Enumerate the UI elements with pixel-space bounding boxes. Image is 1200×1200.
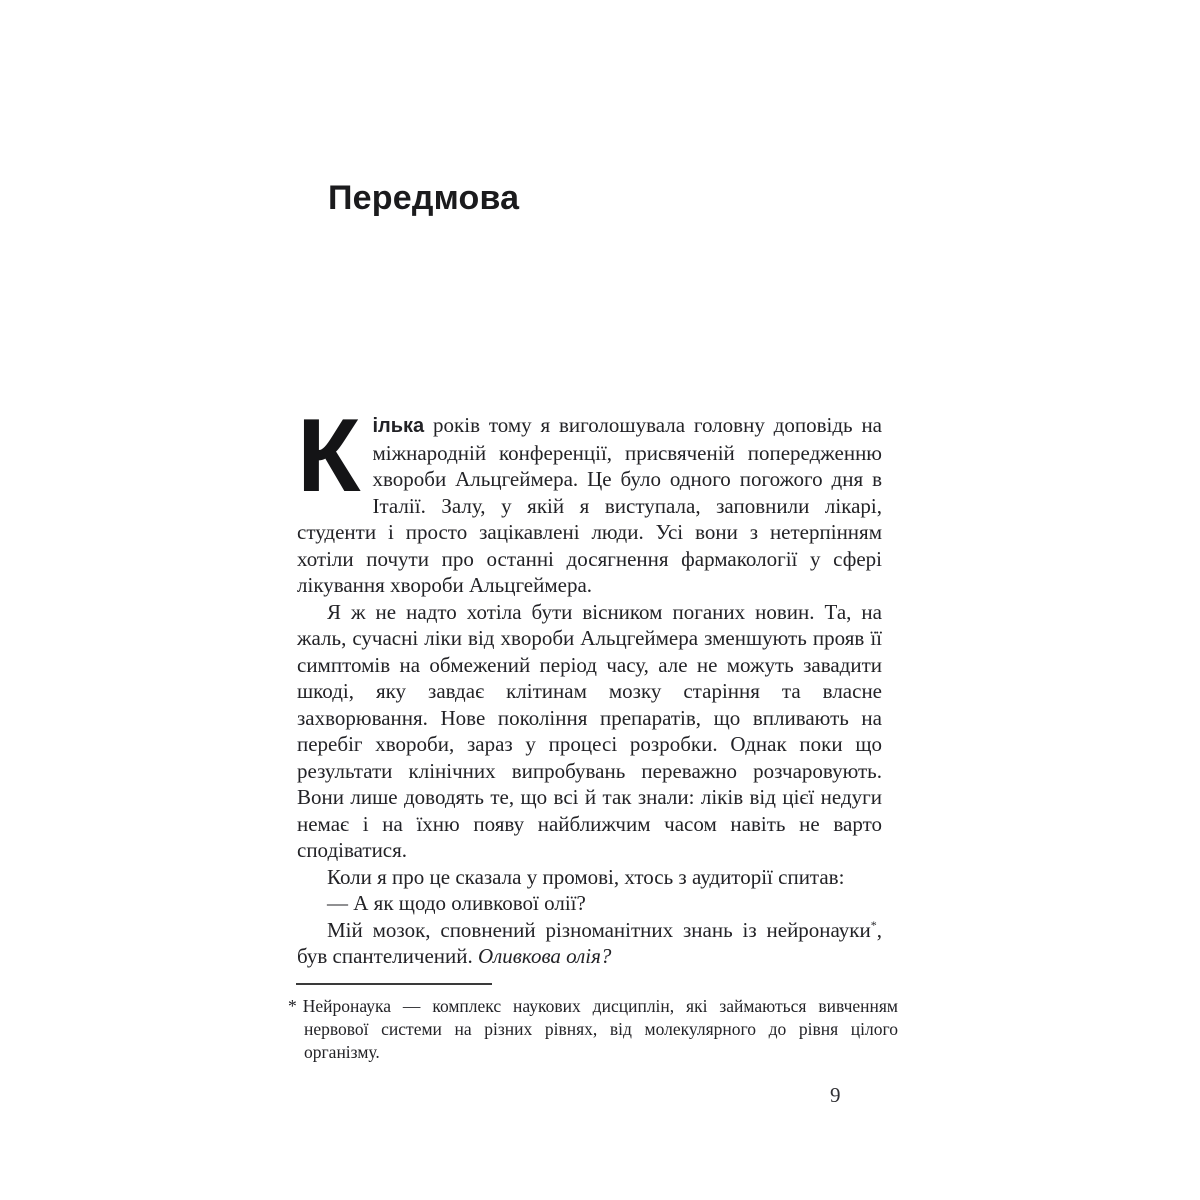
body-text-block <box>297 398 882 970</box>
paragraph-4: — А як щодо оливкової олії? <box>327 891 586 915</box>
paragraph-5-text-middle: , був спантеличений. <box>297 917 882 968</box>
paragraph-3: Коли я про це сказала у промові, хтось з аудиторії спитав: <box>327 864 845 889</box>
footnote-divider <box>296 983 492 985</box>
chapter-title: Передмова <box>328 178 520 217</box>
footnote-text: Нейронаука — комплекс наукових дисциплін, які займаються вивченням нервової системи на різних рівнях, від молекулярного до рівня цілого організму. <box>302 996 898 1062</box>
footnote-marker: * <box>288 996 297 1016</box>
paragraph-1-text: років тому я виголошувала головну доповідь на міжнародній конференції, присвяченій попередженню хвороби Альцгеймера. Це було одного погожого дня в Італії. Залу, у якій я виступала, заповнили лікарі, студенти і просто зацікавлені люди. Усі вони з нетерпінням хотіли почути про останні досягнення фармакології у сфері лікування хвороби Альцгеймера. <box>297 413 882 597</box>
footnote <box>288 995 898 1064</box>
footnote-reference-marker: * <box>870 917 877 932</box>
page-number: 9 <box>830 1083 841 1107</box>
drop-cap-letter: К <box>297 398 361 514</box>
paragraph-5-text-start: Мій мозок, сповнений різноманітних знань із нейронауки <box>327 917 871 942</box>
paragraph-5-italic-phrase: Оливкова олія? <box>477 944 612 968</box>
paragraph-1 <box>297 398 882 599</box>
paragraph-2: Я ж не надто хотіла бути вісником поганих новин. Та, на жаль, сучасні ліки від хвороби Альцгеймера зменшують прояв її симптомів на обмежений період часу, але не можуть завадити шкоді, яку завдає клітинам мозку старіння та власне захворювання. Нове покоління препаратів, що впливають на перебіг хвороби, зараз у процесі розробки. Однак поки що результати клінічних випробувань переважно розчаровують. Вони лише доводять те, що всі й так знали: ліків від цієї недуги немає і на їхню появу найближчим часом навіть не варто сподіватися. <box>297 599 882 862</box>
lead-bold-word: ілька <box>372 415 425 437</box>
paragraph-5 <box>297 917 882 970</box>
